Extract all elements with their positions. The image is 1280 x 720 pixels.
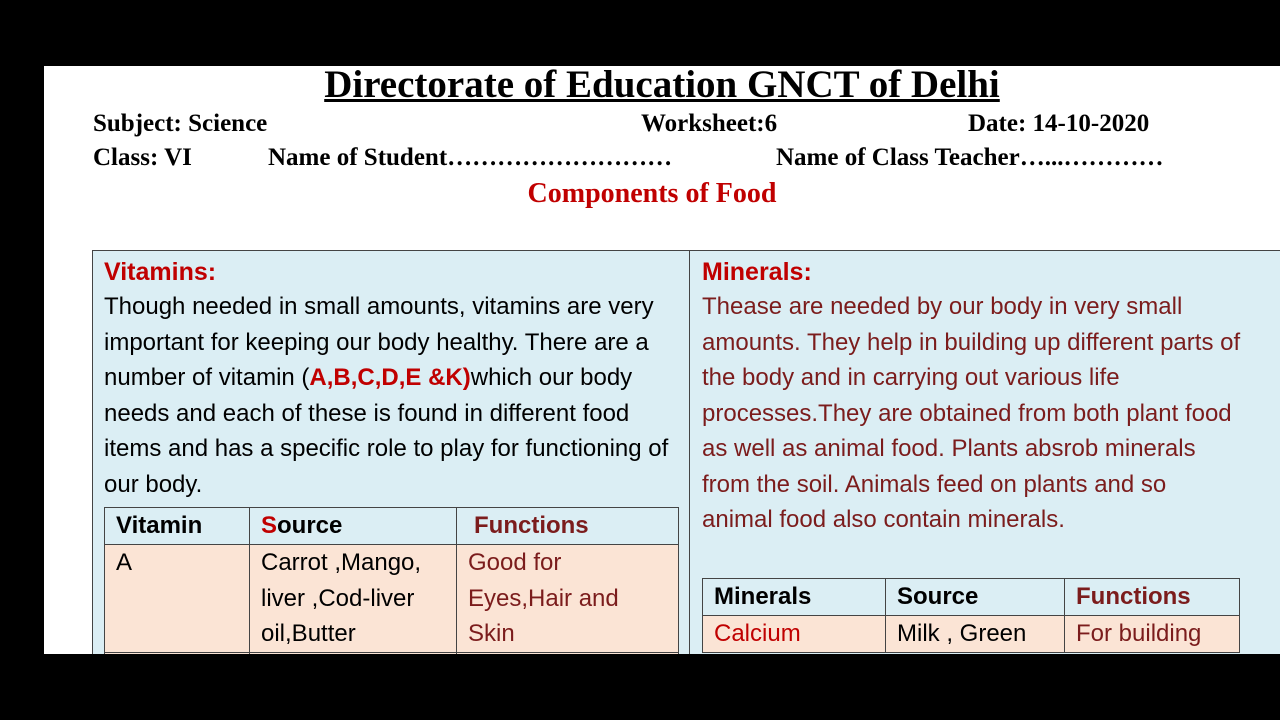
column-divider	[689, 250, 690, 654]
teacher-name-field: Name of Class Teacher…...…………	[776, 144, 1164, 171]
vitamin-source-cell: Carrot ,Mango, liver ,Cod-liver oil,Butter	[250, 545, 457, 653]
mineral-name-cell: Calcium	[703, 616, 886, 653]
vitamins-table	[104, 507, 679, 654]
minerals-paragraph: Thease are needed by our body in very small amounts. They help in building up different parts of the body and in carrying out various life processes.They are obtained from both plant food as well as animal food. Plants absrob minerals from the soil. Animals feed on plants and so animal food also contain minerals.	[702, 293, 1241, 533]
table-header-row	[703, 579, 1240, 616]
minerals-table	[702, 578, 1240, 653]
page-title: Directorate of Education GNCT of Delhi	[324, 66, 1000, 106]
minerals-column	[702, 251, 1242, 538]
table-row	[703, 616, 1240, 653]
content-box	[92, 250, 1280, 654]
topic-title: Components of Food	[527, 178, 777, 209]
table-header-cell: Functions	[1065, 579, 1240, 616]
worksheet-page	[44, 66, 1280, 654]
mineral-source-cell: Milk , Green	[886, 616, 1065, 653]
vitamin-function-cell: Good for Eyes,Hair and Skin	[457, 545, 679, 653]
mineral-function-cell: For building	[1065, 616, 1240, 653]
worksheet-date: Date: 14-10-2020	[968, 110, 1150, 137]
worksheet-number: Worksheet:6	[641, 110, 778, 137]
vitamins-paragraph: Though needed in small amounts, vitamins are very important for keeping our body healthy. There are a number of vitamin (A,B,C,D,E &K)which our body needs and each of these is found in different food items and has a specific role to play for functioning of our body.	[104, 293, 669, 498]
table-header-row	[105, 508, 679, 545]
table-header-cell: Minerals	[703, 579, 886, 616]
vitamin-name-cell: A	[105, 545, 250, 653]
table-row	[105, 652, 679, 654]
table-header-cell: Source	[250, 508, 457, 545]
vitamins-column	[104, 251, 679, 502]
student-name-field: Name of Student………………………	[268, 144, 673, 171]
class-label: Class: VI	[93, 144, 192, 171]
table-header-cell: Functions	[457, 508, 679, 545]
subject-label: Subject: Science	[93, 110, 268, 137]
table-header-cell: Vitamin	[105, 508, 250, 545]
minerals-heading: Minerals:	[702, 258, 812, 286]
table-row	[105, 545, 679, 653]
table-header-cell: Source	[886, 579, 1065, 616]
vitamins-heading: Vitamins:	[104, 258, 217, 286]
